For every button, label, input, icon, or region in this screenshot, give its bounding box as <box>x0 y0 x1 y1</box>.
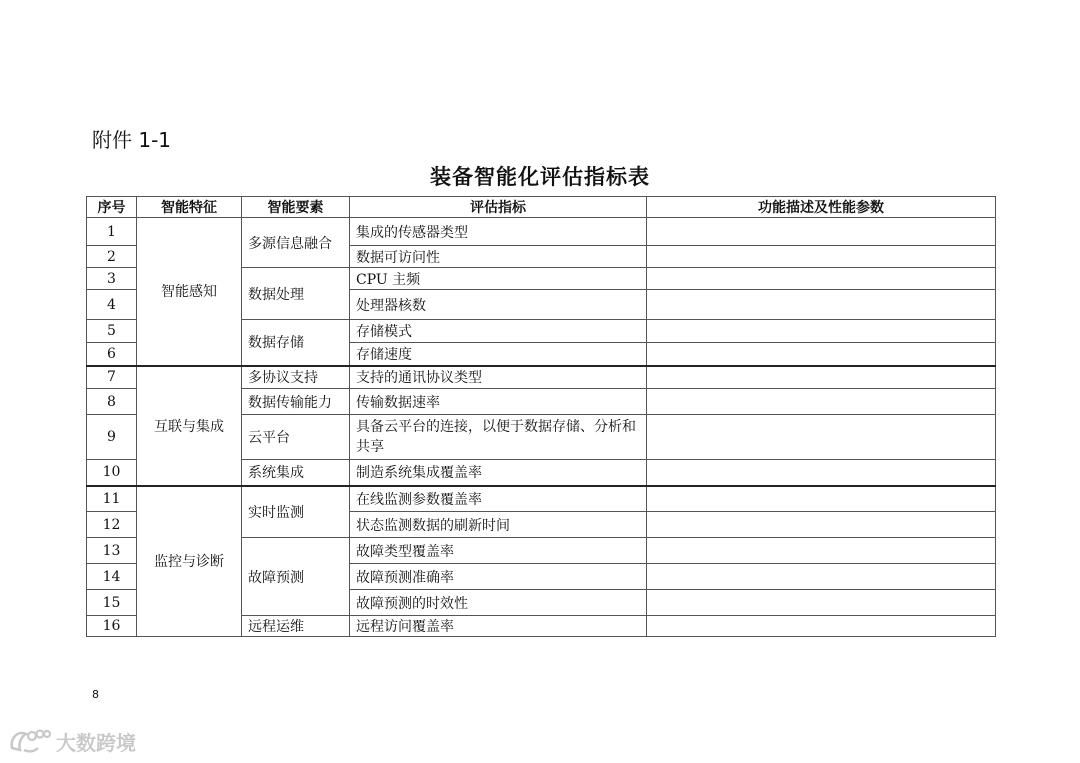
indicator-cell: 传输数据速率 <box>350 389 647 415</box>
element-cell: 数据存储 <box>242 320 350 366</box>
header-indicator: 评估指标 <box>350 197 647 218</box>
indicator-cell: 存储模式 <box>350 320 647 343</box>
indicator-cell: CPU 主频 <box>350 268 647 290</box>
row-number: 14 <box>87 564 137 590</box>
row-number: 11 <box>87 486 137 512</box>
description-cell <box>647 268 996 290</box>
header-no: 序号 <box>87 197 137 218</box>
description-cell <box>647 486 996 512</box>
row-number: 9 <box>87 415 137 460</box>
description-cell <box>647 320 996 343</box>
description-cell <box>647 564 996 590</box>
indicator-cell: 集成的传感器类型 <box>350 218 647 246</box>
description-cell <box>647 218 996 246</box>
indicator-cell: 在线监测参数覆盖率 <box>350 486 647 512</box>
page-number: 8 <box>92 688 99 701</box>
header-element: 智能要素 <box>242 197 350 218</box>
row-number: 16 <box>87 616 137 637</box>
element-cell: 故障预测 <box>242 538 350 616</box>
indicator-cell: 数据可访问性 <box>350 246 647 268</box>
element-cell: 数据传输能力 <box>242 389 350 415</box>
row-number: 10 <box>87 460 137 486</box>
description-cell <box>647 616 996 637</box>
indicator-cell: 故障预测准确率 <box>350 564 647 590</box>
element-cell: 远程运维 <box>242 616 350 637</box>
table-row <box>87 218 996 246</box>
table-title: 装备智能化评估指标表 <box>430 165 650 189</box>
element-cell: 数据处理 <box>242 268 350 320</box>
table-row <box>87 366 996 389</box>
header-description: 功能描述及性能参数 <box>647 197 996 218</box>
description-cell <box>647 389 996 415</box>
indicator-cell: 故障类型覆盖率 <box>350 538 647 564</box>
feature-cell: 互联与集成 <box>137 366 242 486</box>
description-cell <box>647 246 996 268</box>
description-cell <box>647 460 996 486</box>
watermark-text: 大数跨境 <box>56 730 136 755</box>
indicator-cell: 存储速度 <box>350 343 647 366</box>
table-header-row <box>87 197 996 218</box>
indicator-cell: 支持的通讯协议类型 <box>350 366 647 389</box>
description-cell <box>647 415 996 460</box>
row-number: 13 <box>87 538 137 564</box>
row-number: 1 <box>87 218 137 246</box>
row-number: 12 <box>87 512 137 538</box>
description-cell <box>647 590 996 616</box>
description-cell <box>647 290 996 320</box>
indicator-cell: 制造系统集成覆盖率 <box>350 460 647 486</box>
indicator-cell: 故障预测的时效性 <box>350 590 647 616</box>
row-number: 5 <box>87 320 137 343</box>
description-cell <box>647 512 996 538</box>
row-number: 8 <box>87 389 137 415</box>
element-cell: 实时监测 <box>242 486 350 538</box>
indicator-cell: 具备云平台的连接，以便于数据存储、分析和共享 <box>350 415 647 460</box>
indicator-cell: 状态监测数据的刷新时间 <box>350 512 647 538</box>
element-cell: 系统集成 <box>242 460 350 486</box>
row-number: 7 <box>87 366 137 389</box>
feature-cell: 智能感知 <box>137 218 242 366</box>
row-number: 6 <box>87 343 137 366</box>
description-cell <box>647 343 996 366</box>
header-feature: 智能特征 <box>137 197 242 218</box>
indicator-cell: 处理器核数 <box>350 290 647 320</box>
row-number: 15 <box>87 590 137 616</box>
evaluation-table <box>86 196 996 637</box>
element-cell: 云平台 <box>242 415 350 460</box>
table-row <box>87 486 996 512</box>
attachment-label: 附件 1-1 <box>92 128 172 152</box>
description-cell <box>647 538 996 564</box>
row-number: 3 <box>87 268 137 290</box>
element-cell: 多协议支持 <box>242 366 350 389</box>
watermark-logo-icon <box>8 726 52 756</box>
indicator-cell: 远程访问覆盖率 <box>350 616 647 637</box>
watermark <box>8 726 136 756</box>
row-number: 4 <box>87 290 137 320</box>
feature-cell: 监控与诊断 <box>137 486 242 637</box>
element-cell: 多源信息融合 <box>242 218 350 268</box>
description-cell <box>647 366 996 389</box>
row-number: 2 <box>87 246 137 268</box>
